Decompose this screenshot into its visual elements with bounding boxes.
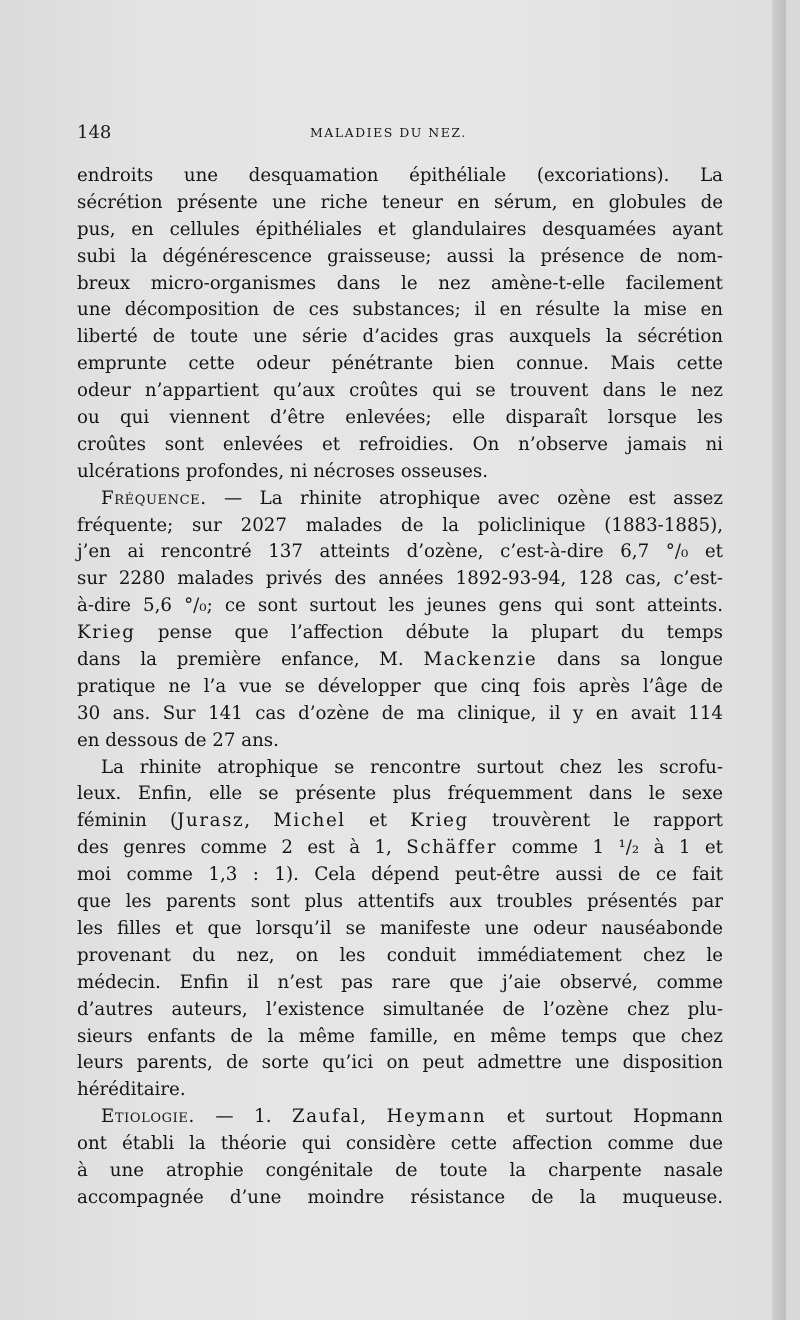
text-line: breux micro-organismes dans le nez amène-t-elle facilement [77, 272, 723, 294]
text-fragment: comme 1 ¹/₂ à 1 et [511, 837, 723, 859]
text-line: médecin. Enfin il n’est pas rare que j’aie observé, comme [77, 971, 723, 993]
text-line: à une atrophie congénitale de toute la charpente nasale [77, 1159, 723, 1181]
text-fragment: , [244, 810, 250, 832]
text-fragment: et [368, 810, 388, 832]
text-line: endroits une desquamation épithéliale (excoriations). La [77, 165, 723, 186]
text-line [77, 647, 723, 674]
page-number: 148 [77, 122, 112, 143]
text-line: provenant du nez, on les conduit immédiatement chez le [77, 944, 723, 966]
text-fragment: pense que l’affection débute la plupart du temps [157, 622, 723, 644]
text-line: fréquente; sur 2027 malades de la policlinique (1883-1885), [77, 514, 723, 536]
text-fragment: — 1. [215, 1106, 272, 1128]
text-line: croûtes sont enlevées et refroidies. On n’observe jamais ni [77, 433, 723, 455]
text-line: sécrétion présente une riche teneur en sérum, en globules de [77, 191, 723, 213]
text-fragment: dans sa longue [557, 649, 723, 671]
text-line: que les parents sont plus attentifs aux troubles présentés par [77, 891, 723, 913]
author-name: Zaufal [292, 1106, 361, 1128]
text-line: sur 2280 malades privés des années 1892-93-94, 128 cas, c’est- [77, 568, 723, 590]
text-line: La rhinite atrophique se rencontre surtout chez les scrofu- [101, 756, 723, 778]
text-line: à-dire 5,6 °/₀; ce sont surtout les jeunes gens qui sont atteints. [77, 595, 723, 617]
text-line [77, 808, 723, 835]
text-line: emprunte cette odeur pénétrante bien connue. Mais cette [77, 353, 723, 375]
author-name: Mackenzie [423, 649, 538, 671]
text-fragment: et surtout [506, 1106, 613, 1128]
section-heading-frequence: Fréquence. [101, 487, 207, 509]
paragraph-etiologie [77, 1104, 723, 1131]
text-fragment: , [360, 1106, 367, 1128]
text-line [77, 620, 723, 647]
text-line: odeur n’appartient qu’aux croûtes qui se trouvent dans le nez [77, 380, 723, 402]
text-fragment: trouvèrent le rapport [491, 810, 723, 832]
text-line: une décomposition de ces substances; il en résulte la mise en [77, 299, 723, 321]
text-line: j’en ai rencontré 137 atteints d’ozène, c’est-à-dire 6,7 °/₀ et [77, 541, 723, 563]
text-line: leux. Enfin, elle se présente plus fréquemment dans le sexe [77, 783, 723, 805]
running-head [77, 122, 723, 146]
author-name: Jurasz [177, 810, 245, 832]
running-title: MALADIES DU NEZ. [310, 125, 467, 140]
text-line: ont établi la théorie qui considère cette affection comme due [77, 1133, 723, 1155]
text-line: moi comme 1,3 : 1). Cela dépend peut-être aussi de ce fait [77, 864, 723, 886]
author-name: Krieg [410, 810, 469, 832]
text-line: liberté de toute une série d’acides gras auxquels la sécrétion [77, 326, 723, 348]
text-line: subi la dégénérescence graisseuse; aussi la présence de nom- [77, 245, 723, 267]
text-fragment: féminin ( [77, 810, 178, 832]
author-name: Schäffer [406, 837, 498, 859]
author-name: Heymann [386, 1106, 487, 1128]
text-line: ou qui viennent d’être enlevées; elle disparaît lorsque les [77, 407, 723, 429]
text-line: sieurs enfants de la même famille, en même temps que chez [77, 1025, 723, 1047]
text-line: les filles et que lorsqu’il se manifeste une odeur nauséabonde [77, 917, 723, 939]
text-fragment: des genres comme 2 est à 1, [77, 837, 392, 859]
text-line: pratique ne l’a vue se développer que cinq fois après l’âge de [77, 675, 723, 697]
text-line [77, 835, 723, 862]
text-fragment: — La rhinite atrophique avec ozène est assez [224, 487, 723, 509]
text-line: d’autres auteurs, l’existence simultanée de l’ozène chez plu- [77, 998, 723, 1020]
author-name: Hopmann [633, 1106, 723, 1128]
page-edge-shadow [772, 0, 786, 1320]
paragraph-frequence [77, 486, 723, 513]
text-line: accompagnée d’une moindre résistance de la muqueuse. [77, 1186, 723, 1208]
author-name: Krieg [77, 622, 136, 644]
text-line: ulcérations profondes, ni nécroses osseuses. [77, 460, 489, 482]
text-fragment: dans la première enfance, M. [77, 649, 404, 671]
section-heading-etiologie: Etiologie. [101, 1106, 195, 1128]
text-line: pus, en cellules épithéliales et glandulaires desquamées ayant [77, 218, 723, 240]
body-text [77, 163, 723, 1212]
text-line: héréditaire. [77, 1079, 186, 1101]
author-name: Michel [273, 810, 346, 832]
text-line: leurs parents, de sorte qu’ici on peut admettre une disposition [77, 1052, 723, 1074]
text-line: en dessous de 27 ans. [77, 729, 279, 751]
text-line: 30 ans. Sur 141 cas d’ozène de ma clinique, il y en avait 114 [77, 702, 723, 724]
